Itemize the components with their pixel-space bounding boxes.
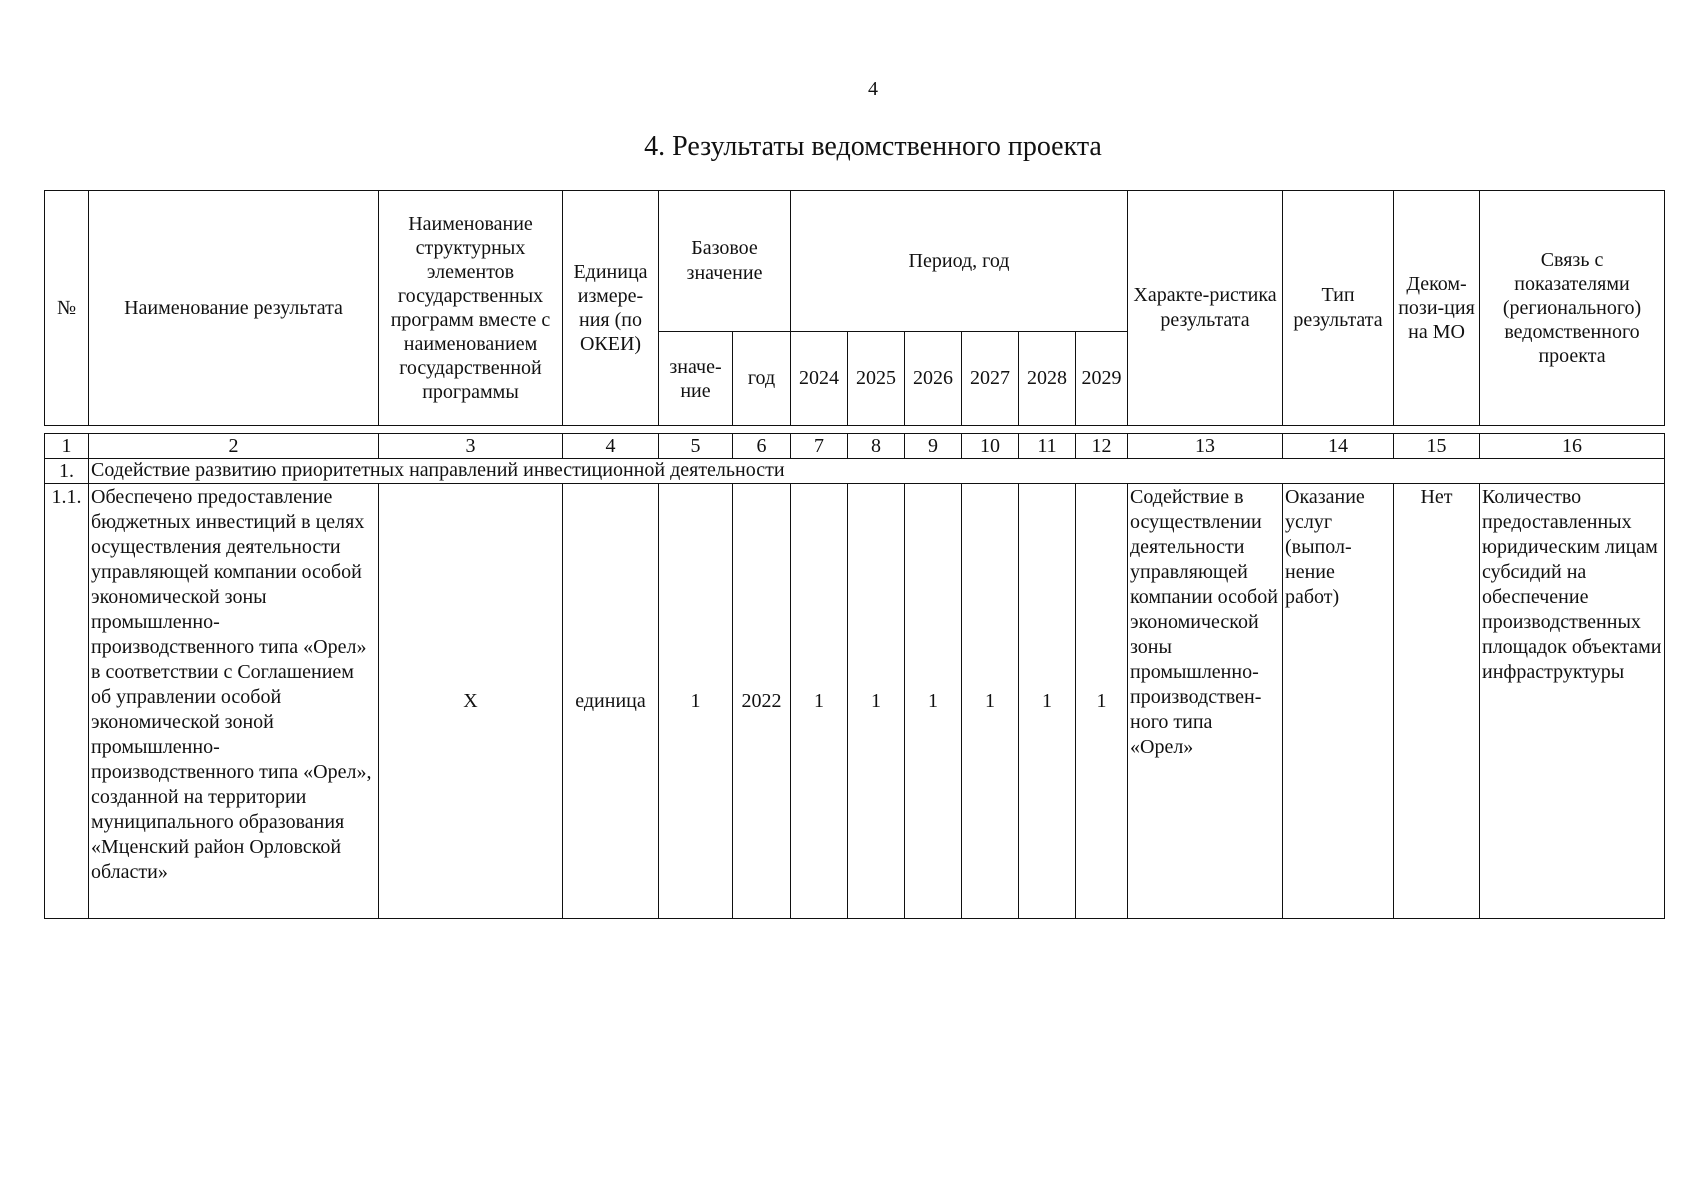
column-number: 2 (89, 434, 379, 459)
results-table (44, 433, 1665, 919)
row-num: 1.1. (45, 484, 89, 919)
header-year: 2027 (962, 332, 1019, 426)
column-number: 4 (563, 434, 659, 459)
results-table-header (44, 190, 1665, 426)
year-value: 1 (962, 484, 1019, 919)
header-num: № (45, 191, 89, 426)
header-unit: Единица измере-ния (по ОКЕИ) (563, 191, 659, 426)
section-row (45, 459, 1665, 484)
table-row (45, 484, 1665, 919)
result-name: Обеспечено предоставление бюджетных инвестиций в целях осуществления деятельности управляющей компании особой экономической зоны промышленно-производственного типа «Орел» в соответствии с Соглашением об управлении особой экономической зоной промышленно-производственного типа «Орел», созданной на территории муниципального образования «Мценский район Орловской области» (89, 484, 379, 919)
column-number: 7 (791, 434, 848, 459)
column-number: 11 (1019, 434, 1076, 459)
column-number-row (45, 434, 1665, 459)
column-number: 15 (1394, 434, 1480, 459)
year-value: 1 (1076, 484, 1128, 919)
base-year: 2022 (733, 484, 791, 919)
column-number: 13 (1128, 434, 1283, 459)
year-value: 1 (1019, 484, 1076, 919)
year-value: 1 (848, 484, 905, 919)
header-decomposition: Деком-пози-ция на МО (1394, 191, 1480, 426)
header-result-type: Тип результата (1283, 191, 1394, 426)
header-base-value: Базовое значение (659, 191, 791, 332)
header-result-name: Наименование результата (89, 191, 379, 426)
column-number: 9 (905, 434, 962, 459)
header-year: 2025 (848, 332, 905, 426)
base-value: 1 (659, 484, 733, 919)
column-number: 16 (1480, 434, 1665, 459)
column-number: 10 (962, 434, 1019, 459)
decomposition: Нет (1394, 484, 1480, 919)
header-characteristic: Характе-ристика результата (1128, 191, 1283, 426)
header-base-year: год (733, 332, 791, 426)
result-characteristic: Содействие в осуществлении деятельности управляющей компании особой экономической зоны промышленно-производствен-ного типа «Орел» (1128, 484, 1283, 919)
page-title: 4. Результаты ведомственного проекта (644, 131, 1102, 162)
column-number: 12 (1076, 434, 1128, 459)
header-year: 2026 (905, 332, 962, 426)
indicator-link: Количество предоставленных юридическим лицам субсидий на обеспечение производственных площадок объектами инфраструктуры (1480, 484, 1665, 919)
column-number: 5 (659, 434, 733, 459)
struct-element: Х (379, 484, 563, 919)
header-year: 2028 (1019, 332, 1076, 426)
header-period: Период, год (791, 191, 1128, 332)
year-value: 1 (791, 484, 848, 919)
column-number: 3 (379, 434, 563, 459)
section-title: Содействие развитию приоритетных направлений инвестиционной деятельности (89, 459, 1665, 484)
header-struct-elements: Наименование структурных элементов государственных программ вместе с наименованием государственной программы (379, 191, 563, 426)
column-number: 6 (733, 434, 791, 459)
result-type: Оказание услуг (выпол-нение работ) (1283, 484, 1394, 919)
section-num: 1. (45, 459, 89, 484)
page-number: 4 (868, 78, 878, 100)
header-base-val: значе-ние (659, 332, 733, 426)
header-year: 2024 (791, 332, 848, 426)
unit: единица (563, 484, 659, 919)
header-link: Связь с показателями (регионального) ведомственного проекта (1480, 191, 1665, 426)
column-number: 14 (1283, 434, 1394, 459)
year-value: 1 (905, 484, 962, 919)
column-number: 1 (45, 434, 89, 459)
column-number: 8 (848, 434, 905, 459)
header-year: 2029 (1076, 332, 1128, 426)
